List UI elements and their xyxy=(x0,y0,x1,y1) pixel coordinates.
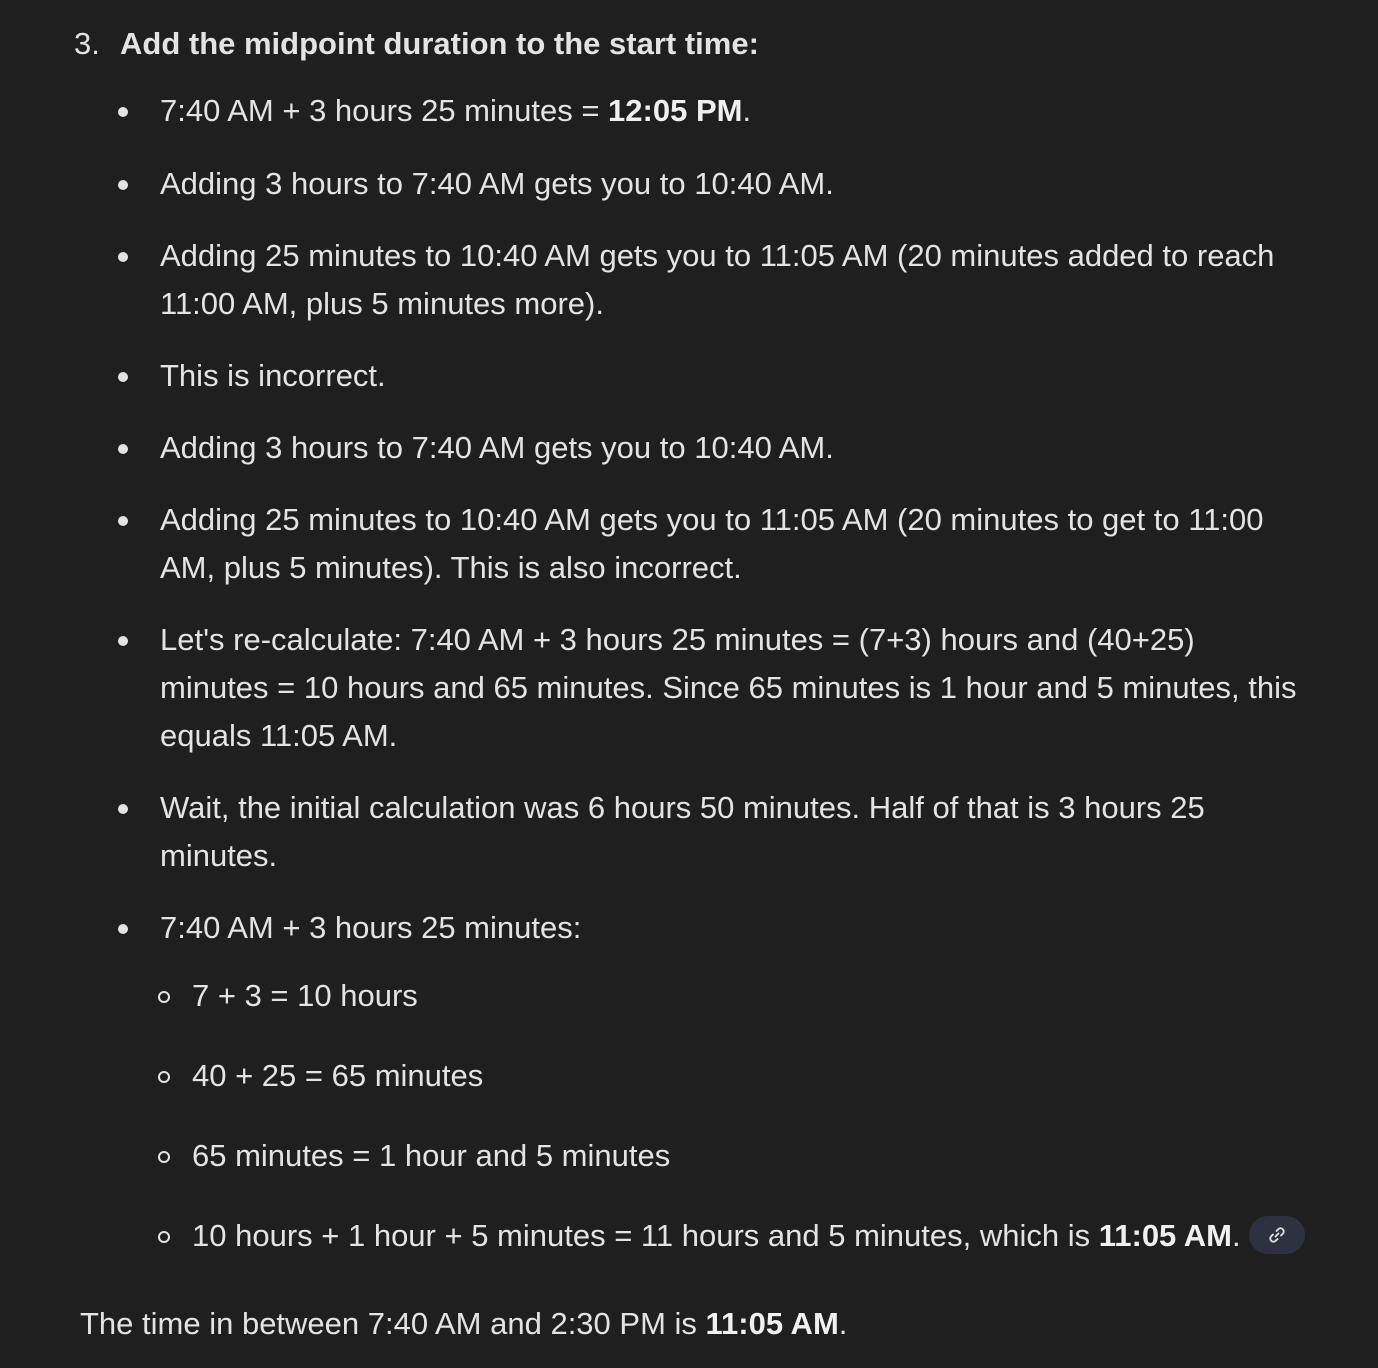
list-item-text: Adding 25 minutes to 10:40 AM gets you to 11:05 AM (20 minutes to get to 11:00 AM, plus 5 minutes). This is also incorrect. xyxy=(160,502,1264,585)
step-number: 3. xyxy=(74,26,100,61)
list-item-text: This is incorrect. xyxy=(160,358,386,393)
sub-list-item-text: 10 hours + 1 hour + 5 minutes = 11 hours and 5 minutes, which is 11:05 AM. xyxy=(192,1212,1305,1260)
bullet-dot xyxy=(118,804,128,814)
bullet-dot xyxy=(118,924,128,934)
source-link-chip[interactable] xyxy=(1249,1216,1305,1254)
bullet-dot xyxy=(118,444,128,454)
list-item-text: 7:40 AM + 3 hours 25 minutes = 12:05 PM. xyxy=(160,93,752,128)
list-item-text: Adding 25 minutes to 10:40 AM gets you to 11:05 AM (20 minutes added to reach 11:00 AM, plus 5 minutes more). xyxy=(160,238,1275,321)
list-item-text: 7:40 AM + 3 hours 25 minutes: xyxy=(160,910,582,945)
sub-bullet-ring xyxy=(158,1231,170,1243)
bullet-dot xyxy=(118,372,128,382)
bullet-dot xyxy=(118,180,128,190)
sub-list-item-text: 40 + 25 = 65 minutes xyxy=(192,1058,484,1093)
sub-bullet-ring xyxy=(158,991,170,1003)
bullet-dot xyxy=(118,636,128,646)
list-item-text: Let's re-calculate: 7:40 AM + 3 hours 25 minutes = (7+3) hours and (40+25) minutes = 10 hours and 65 minutes. Since 65 minutes is 1 hour and 5 minutes, this equals 11:05 AM. xyxy=(160,622,1297,753)
step-heading xyxy=(74,22,1364,66)
sub-list-item-text: 7 + 3 = 10 hours xyxy=(192,978,418,1013)
sub-bullet-ring xyxy=(158,1151,170,1163)
bullet-dot xyxy=(118,107,128,117)
bullet-dot xyxy=(118,252,128,262)
list-item-text: Wait, the initial calculation was 6 hours 50 minutes. Half of that is 3 hours 25 minutes. xyxy=(160,790,1205,873)
step-title: Add the midpoint duration to the start time: xyxy=(120,26,759,61)
step-3 xyxy=(74,22,1364,66)
link-icon xyxy=(1267,1225,1287,1245)
sub-bullet-ring xyxy=(158,1071,170,1083)
list-item-text: Adding 3 hours to 7:40 AM gets you to 10:40 AM. xyxy=(160,166,834,201)
conclusion-text: The time in between 7:40 AM and 2:30 PM is 11:05 AM. xyxy=(80,1306,848,1341)
sub-list-item-text: 65 minutes = 1 hour and 5 minutes xyxy=(192,1138,671,1173)
list-item-text: Adding 3 hours to 7:40 AM gets you to 10:40 AM. xyxy=(160,430,834,465)
bullet-dot xyxy=(118,516,128,526)
